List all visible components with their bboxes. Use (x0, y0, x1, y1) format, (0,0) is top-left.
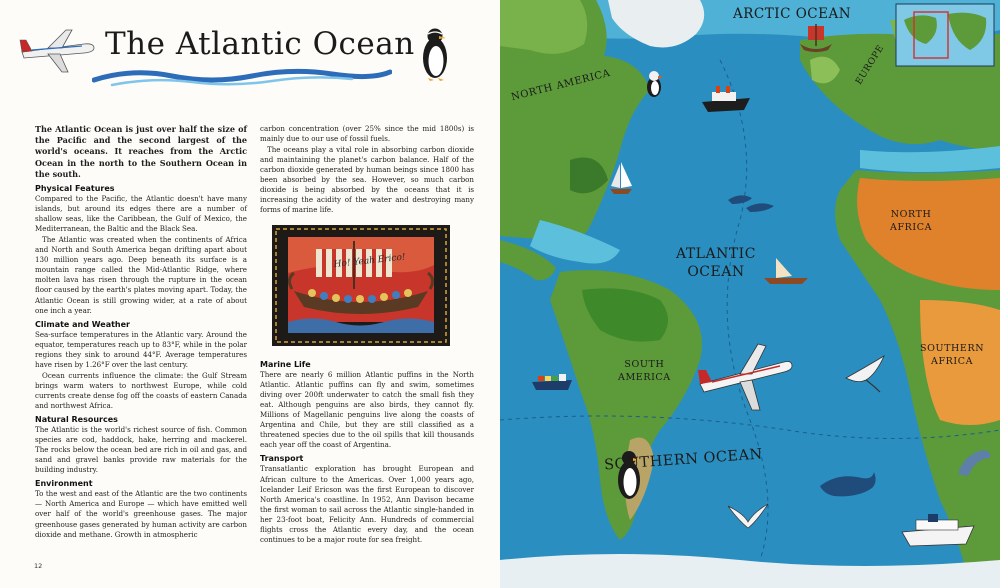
label-north-africa-line-1: NORTH (890, 209, 932, 220)
label-southern-ocean: SOUTHERN OCEAN (603, 446, 764, 474)
label-europe: EUROPE (854, 43, 887, 87)
label-south-america-line-1: SOUTH (624, 359, 665, 370)
viking-ship-icon (800, 24, 832, 54)
label-north-africa-line-2: AFRICA (890, 222, 933, 233)
airplane-icon (18, 28, 96, 74)
label-southern-africa (920, 342, 984, 368)
penguin-icon (418, 26, 452, 82)
paragraph: To the west and east of the Atlantic are the two continents — North America and Europe — which have emitted well over half of the world's greenhouse gases. The major greenhouse gases generated by human activity are carbon dioxide and methane. Growth in atmospheric (35, 489, 247, 539)
seabird-icon (726, 500, 770, 536)
paragraph: Compared to the Pacific, the Atlantic doesn't have many islands, but around its edges there are a number of shallow seas, like the Caribbean, the Gulf of Mexico, the Mediterranean, the Baltic and the Black Sea. (35, 194, 247, 234)
heading-climate-weather: Climate and Weather (35, 319, 130, 329)
cargo-ship-icon (530, 372, 574, 392)
label-southern-africa-line-1: SOUTHERN (920, 343, 985, 354)
text-column-right (260, 124, 474, 216)
label-north-america: NORTH AMERICA (510, 67, 612, 104)
page-number: 12 (34, 562, 43, 570)
page-title: The Atlantic Ocean (105, 26, 415, 62)
paragraph: carbon concentration (over 25% since the mid 1800s) is mainly due to our use of fossil fuels. (260, 124, 474, 144)
label-north-africa (890, 208, 932, 234)
paragraph: There are nearly 6 million Atlantic puffins in the North Atlantic. Atlantic puffins can fly and swim, sometimes diving over 200ft underwater to catch the small fish they eat. Although penguins are also birds, they cannot fly. Millions of Magellanic penguins live along the coasts of Argentina and Chile, but they are still classified as a threatened species due to the oil spills that kill thousands each year off the coast of Argentina. (260, 370, 474, 450)
dolphins-icon (726, 190, 778, 216)
heading-environment: Environment (35, 479, 93, 489)
label-southern-africa-line-2: AFRICA (931, 356, 974, 367)
puffin-icon (644, 70, 664, 98)
heading-natural-resources: Natural Resources (35, 415, 118, 425)
fishing-boat-icon (762, 256, 810, 286)
label-south-america-line-2: AMERICA (618, 372, 671, 383)
airplane-icon (696, 340, 794, 414)
viking-ship-illustration (272, 225, 450, 346)
paragraph: Sea-surface temperatures in the Atlantic vary. Around the equator, temperatures reach up to 83°F, while in the polar regions they sink to around 44°F. Average temperatures have risen by 1.26°F over the last century. (35, 329, 247, 369)
label-atlantic-ocean (676, 245, 756, 281)
whale-icon (818, 468, 878, 500)
dolphin-icon (954, 446, 994, 480)
paragraph: The oceans play a vital role in absorbing carbon dioxide and maintaining the planet's carbon balance. Half of the carbon dioxide generated by human beings since 1800 has been absorbed by the sea. However, so much carbon dioxide is being absorbed by the oceans that it is increasing the acidity of the water and destroying many forms of marine life. (260, 145, 474, 215)
text-column-left (35, 124, 247, 541)
ocean-liner-icon (700, 86, 752, 114)
atlantic-map (500, 0, 1000, 588)
label-atlantic-line-2: OCEAN (687, 264, 745, 280)
albatross-icon (844, 354, 888, 394)
text-column-right-lower (260, 356, 474, 546)
heading-marine-life: Marine Life (260, 360, 311, 369)
intro-paragraph: The Atlantic Ocean is just over half the size of the Pacific and the second largest of the world's oceans. It reaches from the Arctic Ocean in the north to the Southern Ocean in the south. (35, 124, 247, 179)
paragraph: The Atlantic was created when the continents of Africa and North and South America began drifting apart about 130 million years ago. Deep beneath its surface is a mountain range called the Mid-Atlantic Ridge, where molten lava has risen through the rupture in the ocean floor caused by the earth's plates moving apart. Today, the Atlantic Ocean is still growing wider, at a rate of about one inch a year. (35, 235, 247, 315)
paragraph: The Atlantic is the world's richest source of fish. Common species are cod, haddock, hake, herring and mackerel. The rocks below the ocean bed are rich in oil and gas, and sand and gravel banks provide raw materials for the building industry. (35, 425, 247, 475)
viking-banner-text: Ho! Yeah Erico! (333, 252, 407, 270)
heading-transport: Transport (260, 454, 304, 464)
label-arctic-ocean: ARCTIC OCEAN (733, 6, 852, 22)
label-south-america (618, 358, 671, 384)
cruise-ship-icon (900, 512, 976, 548)
paragraph: Ocean currents influence the climate: the Gulf Stream brings warm waters to northwest Europe, while cold currents create dense fog off the coasts of eastern Canada and northwest Africa. (35, 370, 247, 410)
sailing-boat-icon (608, 160, 634, 196)
title-wave-decoration (92, 66, 392, 88)
heading-physical-features: Physical Features (35, 184, 115, 194)
paragraph: Transatlantic exploration has brought European and African culture to the Americas. Over 1,000 years ago, Icelander Leif Ericson was the first European to discover North America's coastline. In 1952, Ann Davison became the first woman to sail across the Atlantic single-handed in her 23-foot boat, Felicity Ann. Hundreds of commercial flights cross the Atlantic every day, and the ocean continues to be a major route for sea freight. (260, 464, 474, 544)
label-atlantic-line-1: ATLANTIC (676, 246, 756, 262)
